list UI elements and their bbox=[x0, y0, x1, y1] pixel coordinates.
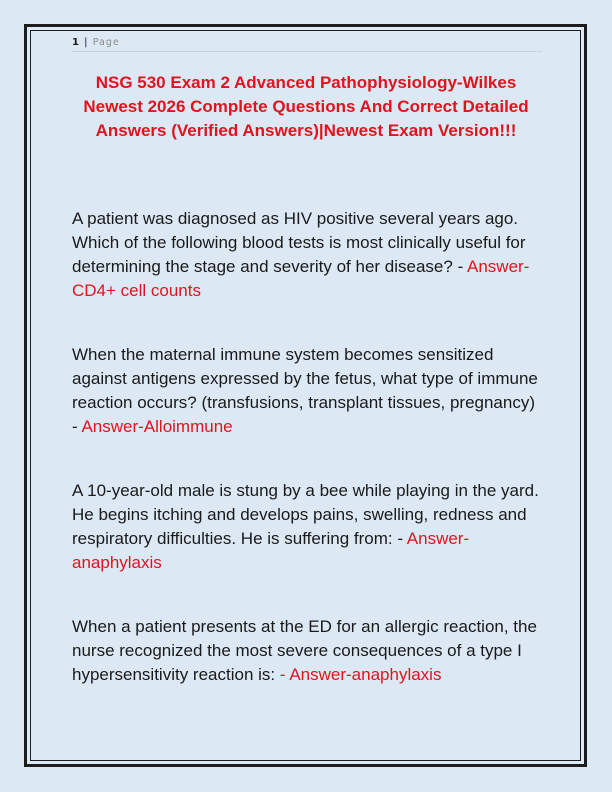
question-text: A 10-year-old male is stung by a bee while playing in the yard. He begins itching and develops pains, swelling, redness and respiratory difficulties. He is suffering from: - bbox=[72, 481, 539, 548]
page-number: 1 bbox=[72, 37, 79, 48]
question-block bbox=[72, 343, 542, 439]
document-title: NSG 530 Exam 2 Advanced Pathophysiology-Wilkes Newest 2026 Complete Questions And Correct Detailed Answers (Verified Answers)|Newest Exam Version!!! bbox=[83, 73, 529, 140]
page-label: Page bbox=[92, 37, 120, 48]
answer-text: Answer-Alloimmune bbox=[81, 417, 233, 436]
answer-text: - Answer-anaphylaxis bbox=[279, 665, 442, 684]
page-separator: | bbox=[84, 37, 88, 48]
question-text: When the maternal immune system becomes sensitized against antigens expressed by the fetus, what type of immune reaction occurs? (transfusions, transplant tissues, pregnancy) - bbox=[72, 345, 538, 436]
question-block bbox=[72, 615, 542, 687]
question-block bbox=[72, 479, 542, 575]
answer-text: Answer-CD4+ cell counts bbox=[72, 257, 530, 300]
question-text: A patient was diagnosed as HIV positive several years ago. Which of the following blood tests is most clinically useful for determining the stage and severity of her disease? - bbox=[72, 209, 526, 276]
page-header bbox=[72, 37, 542, 52]
question-block bbox=[72, 207, 542, 303]
answer-text: Answer-anaphylaxis bbox=[72, 529, 470, 572]
question-text: When a patient presents at the ED for an allergic reaction, the nurse recognized the most severe consequences of a type I hypersensitivity reaction is: bbox=[72, 617, 537, 684]
